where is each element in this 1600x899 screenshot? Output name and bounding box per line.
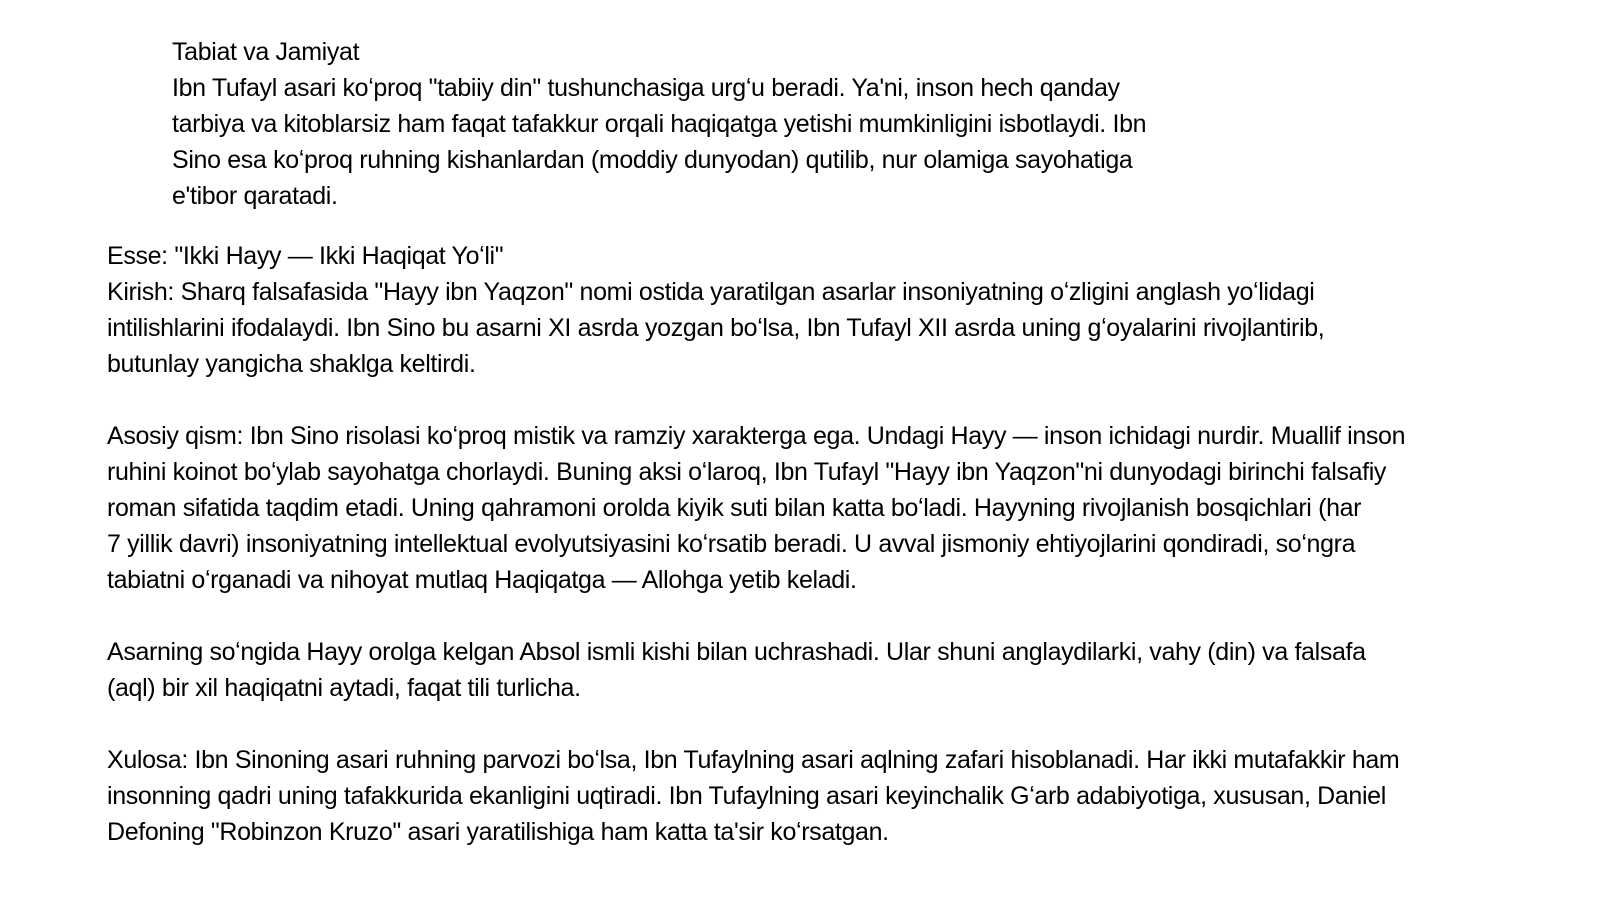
paragraph-line: Ibn Tufayl asari koʻproq "tabiiy din" tushunchasiga urgʻu beradi. Ya'ni, inson hech qanday	[172, 74, 1120, 102]
main-paragraph	[107, 418, 1597, 598]
paragraph-line: 7 yillik davri) insoniyatning intellektual evolyutsiyasini koʻrsatib beradi. U avval jismoniy ehtiyojlarini qondiradi, soʻngra	[107, 530, 1356, 558]
paragraph-spacer	[107, 706, 1597, 742]
essay-section	[107, 238, 1597, 850]
paragraph-spacer	[107, 382, 1597, 418]
paragraph-line: tarbiya va kitoblarsiz ham faqat tafakkur orqali haqiqatga yetishi mumkinligini isbotlaydi. Ibn	[172, 110, 1147, 138]
paragraph-line: Asosiy qism: Ibn Sino risolasi koʻproq mistik va ramziy xarakterga ega. Undagi Hayy — inson ichidagi nurdir. Muallif inson	[107, 422, 1406, 450]
paragraph-line: ruhini koinot boʻylab sayohatga chorlaydi. Buning aksi oʻlaroq, Ibn Tufayl "Hayy ibn Yaqzon"ni dunyodagi birinchi falsafiy	[107, 458, 1387, 486]
paragraph-line: Xulosa: Ibn Sinoning asari ruhning parvozi boʻlsa, Ibn Tufaylning asari aqlning zafari hisoblanadi. Har ikki mutafakkir ham	[107, 746, 1400, 774]
paragraph-line: roman sifatida taqdim etadi. Uning qahramoni orolda kiyik suti bilan katta boʻladi. Hayyning rivojlanish bosqichlari (har	[107, 494, 1362, 522]
paragraph-line: Asarning soʻngida Hayy orolga kelgan Absol ismli kishi bilan uchrashadi. Ular shuni anglaydilarki, vahy (din) va falsafa	[107, 638, 1366, 666]
ending-paragraph	[107, 634, 1597, 706]
indented-section	[172, 34, 1322, 214]
paragraph-line: Kirish: Sharq falsafasida "Hayy ibn Yaqzon" nomi ostida yaratilgan asarlar insoniyatning oʻzligini anglash yoʻlidagi	[107, 278, 1315, 306]
section-heading: Tabiat va Jamiyat	[172, 38, 360, 66]
paragraph-line: tabiatni oʻrganadi va nihoyat mutlaq Haqiqatga — Allohga yetib keladi.	[107, 566, 857, 594]
paragraph-line: (aql) bir xil haqiqatni aytadi, faqat tili turlicha.	[107, 674, 581, 702]
conclusion-paragraph	[107, 742, 1597, 850]
paragraph-line: Defoning "Robinzon Kruzo" asari yaratilishiga ham katta ta'sir koʻrsatgan.	[107, 818, 889, 846]
paragraph-spacer	[107, 598, 1597, 634]
intro-paragraph	[107, 274, 1597, 382]
essay-title: Esse: "Ikki Hayy — Ikki Haqiqat Yoʻli"	[107, 242, 504, 270]
paragraph-line: Sino esa koʻproq ruhning kishanlardan (moddiy dunyodan) qutilib, nur olamiga sayohatiga	[172, 146, 1133, 174]
paragraph-line: intilishlarini ifodalaydi. Ibn Sino bu asarni XI asrda yozgan boʻlsa, Ibn Tufayl XII asrda uning gʻoyalarini rivojlantirib,	[107, 314, 1325, 342]
paragraph-line: e'tibor qaratadi.	[172, 182, 338, 210]
paragraph-line: butunlay yangicha shaklga keltirdi.	[107, 350, 476, 378]
paragraph-line: insonning qadri uning tafakkurida ekanligini uqtiradi. Ibn Tufaylning asari keyinchalik Gʻarb adabiyotiga, xususan, Daniel	[107, 782, 1386, 810]
